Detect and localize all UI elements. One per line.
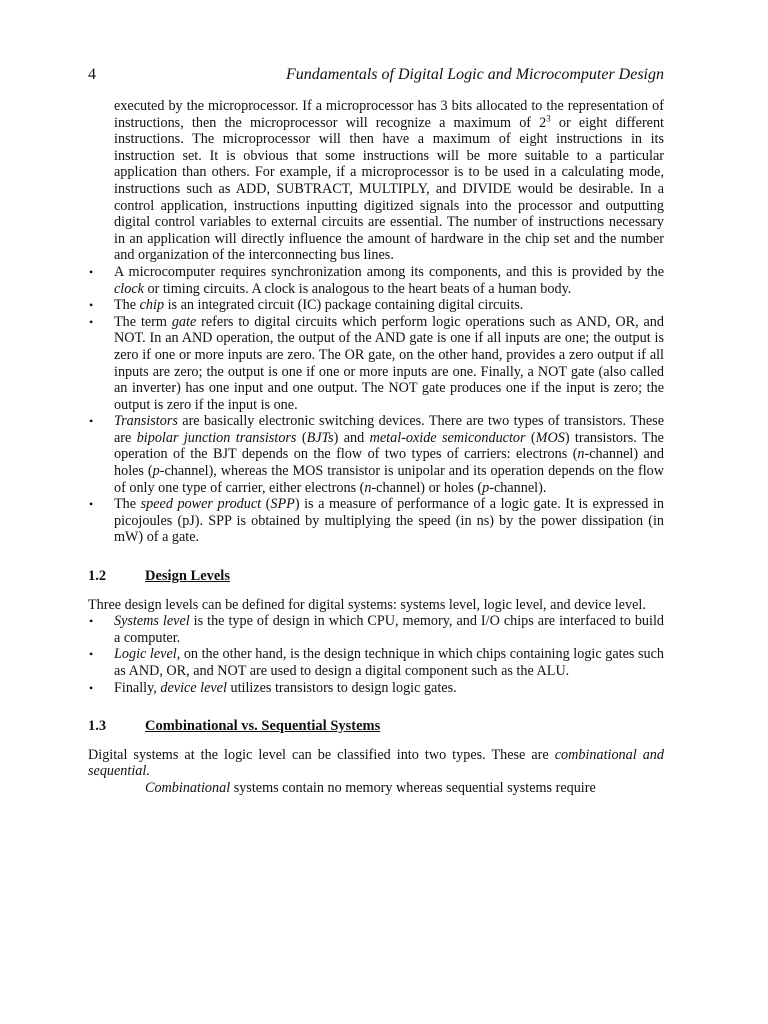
section-intro: Three design levels can be defined for digital systems: systems level, logic level, and device level.: [88, 596, 646, 613]
list-item-clock: • A microcomputer requires synchronization among its components, and this is provided by the clock or timing circuits. A clock is analogous to the heart beats of a human body.: [89, 263, 664, 297]
bullet-icon: •: [89, 680, 94, 695]
list-item-gate: • The term gate refers to digital circuits which perform logic operations such as AND, OR, and NOT. In an AND operation, the output of the AND gate is one if all inputs are one; the output is zero if one or more inputs are zero. The OR gate, on the other hand, provides a zero output if all inputs are zero; the output is one if one or more inputs are one. Finally, a NOT gate (also called an inverter) has one input and one output. The NOT gate produces one if the input is zero; the output is zero if the input is one.: [89, 313, 664, 413]
section-heading-1-2: [88, 568, 664, 585]
bullet-icon: •: [89, 264, 94, 279]
section-title: Design Levels: [145, 568, 230, 585]
running-title: Fundamentals of Digital Logic and Microcomputer Design: [285, 66, 664, 83]
page-number: 4: [88, 66, 96, 83]
list-item-systems-level: • Systems level is the type of design in which CPU, memory, and I/O chips are interfaced to build a computer.: [89, 613, 664, 646]
bullet-icon: •: [89, 298, 94, 313]
page-body: [88, 98, 664, 797]
list-item-spp: • The speed power product (SPP) is a measure of performance of a logic gate. It is expressed in picojoules (pJ). SPP is obtained by multiplying the speed (in ns) by the power dissipation (in mW) of a gate.: [89, 496, 664, 546]
list-item-device-level: • Finally, device level utilizes transistors to design logic gates.: [89, 679, 457, 696]
section-heading-1-3: [88, 718, 664, 735]
list-item-logic-level: • Logic level, on the other hand, is the design technique in which chips containing logic gates such as AND, OR, and NOT are used to design a digital component such as the ALU.: [89, 646, 664, 679]
bullet-icon: •: [89, 614, 94, 629]
list-item-chip: • The chip is an integrated circuit (IC) package containing digital circuits.: [89, 297, 524, 314]
section-number: 1.2: [88, 568, 107, 585]
bullet-icon: •: [89, 647, 94, 662]
list-item-transistors: • Transistors are basically electronic switching devices. There are two types of transistors. These are bipolar junction transistors (BJTs) and metal-oxide semiconductor (MOS) transistors. The operation of the BJT depends on the flow of two types of carriers: electrons (n-channel) and holes (p-channel), whereas the MOS transistor is unipolar and its operation depends on the flow of only one type of carrier, either electrons (n-channel) or holes (p-channel).: [89, 413, 664, 496]
bullet-icon: •: [89, 314, 94, 329]
bullet-icon: •: [89, 414, 94, 429]
section-paragraph: Digital systems at the logic level can be classified into two types. These are combinational and sequential.: [88, 746, 664, 780]
page-header: [88, 66, 664, 84]
section-number: 1.3: [88, 718, 107, 735]
bullet-icon: •: [89, 497, 94, 512]
definitions-list: [88, 264, 664, 546]
section-title: Combinational vs. Sequential Systems: [145, 718, 381, 735]
design-levels-list: [88, 613, 664, 696]
continuation-paragraph: executed by the microprocessor. If a microprocessor has 3 bits allocated to the representation of instructions, then the microprocessor will recognize a maximum of $2^3$ or eight different instructions. The microprocessor will then have a maximum of eight instructions in its instruction set. It is obvious that some instructions will be more suitable to a particular application than others. For example, if a microprocessor is to be used in a calculating mode, instructions such as ADD, SUBTRACT, MULTIPLY, and DIVIDE would be desirable. In a control application, instructions inputting digitized signals into the processor and outputting digital control variables to external circuits are essential. The number of instructions necessary in an application will directly influence the amount of hardware in the chip set and the number and organization of the interconnecting bus lines.: [114, 98, 664, 264]
section-paragraph: Combinational systems contain no memory whereas sequential systems require: [145, 779, 596, 796]
